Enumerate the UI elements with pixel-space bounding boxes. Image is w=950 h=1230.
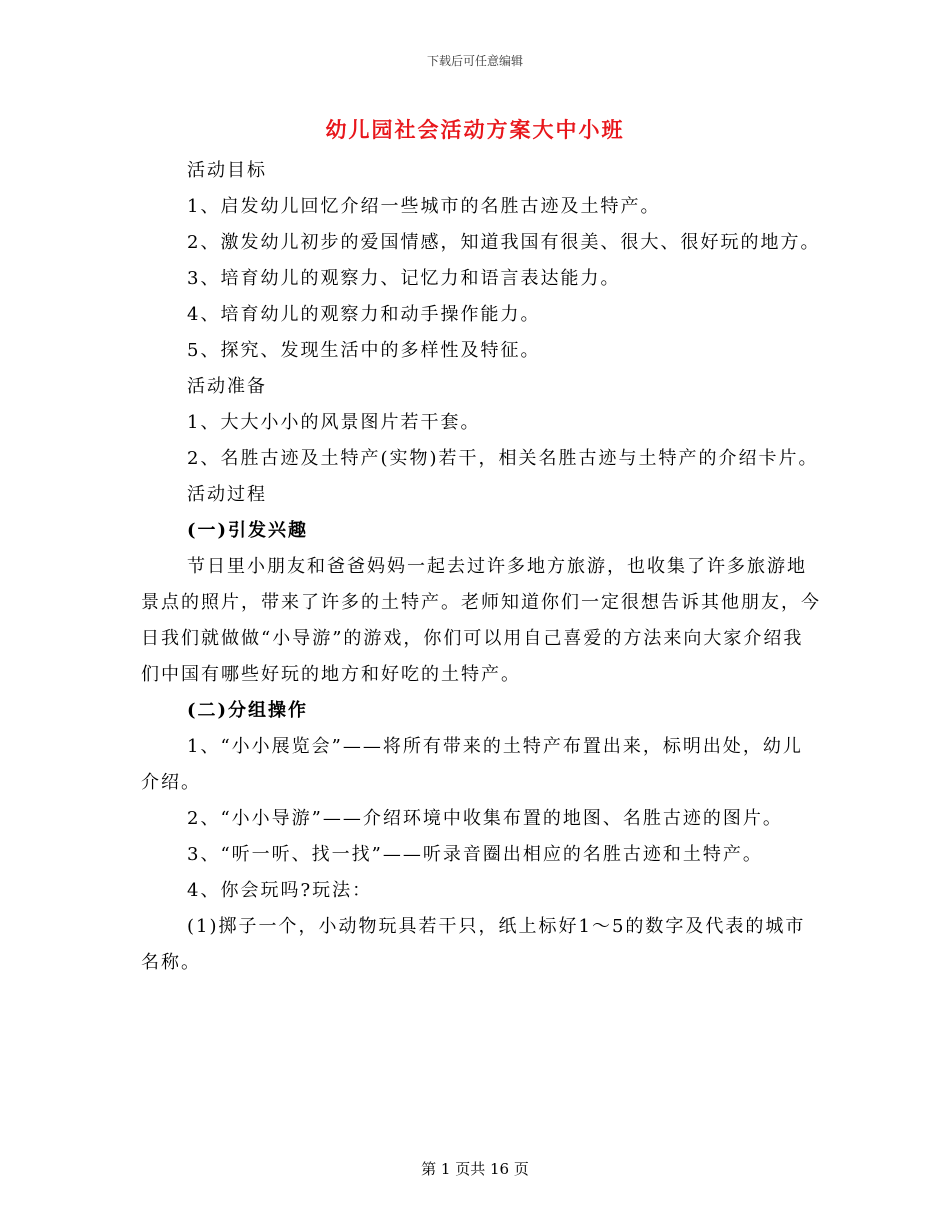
preparation-item-2: 2、名胜古迹及土特产(实物)若干，相关名胜古迹与土特产的介绍卡片。 xyxy=(187,448,819,469)
game-rule-1: (1)掷子一个，小动物玩具若干只，纸上标好1～5的数字及代表的城市名称。 xyxy=(141,916,806,973)
goal-item-4: 4、培育幼儿的观察力和动手操作能力。 xyxy=(187,304,541,325)
goal-item-5: 5、探究、发现生活中的多样性及特征。 xyxy=(187,340,541,361)
page-header-note: 下载后可任意编辑 xyxy=(426,54,523,68)
section-heading-preparation: 活动准备 xyxy=(187,376,267,397)
group-item-4: 4、你会玩吗?玩法： xyxy=(187,880,373,901)
subsection-heading-interest: (一)引发兴趣 xyxy=(187,520,309,541)
section-heading-process: 活动过程 xyxy=(187,484,267,505)
document-title: 幼儿园社会活动方案大中小班 xyxy=(325,117,625,142)
group-item-2: 2、“小小导游”——介绍环境中收集布置的地图、名胜古迹的图片。 xyxy=(187,808,783,829)
goal-item-1: 1、启发幼儿回忆介绍一些城市的名胜古迹及土特产。 xyxy=(187,196,661,217)
subsection-heading-group-work: (二)分组操作 xyxy=(187,700,309,721)
preparation-item-1: 1、大大小小的风景图片若干套。 xyxy=(187,412,481,433)
goal-item-2: 2、激发幼儿初步的爱国情感，知道我国有很美、很大、很好玩的地方。 xyxy=(187,232,821,253)
section-heading-goals: 活动目标 xyxy=(187,160,267,181)
group-item-1: 1、“小小展览会”——将所有带来的土特产布置出来，标明出处，幼儿介绍。 xyxy=(141,736,803,793)
document-body xyxy=(141,153,821,981)
page-number: 第 1 页共 16 页 xyxy=(421,1160,529,1178)
paragraph-introduction: 节日里小朋友和爸爸妈妈一起去过许多地方旅游，也收集了许多旅游地景点的照片，带来了许多的土特产。老师知道你们一定很想告诉其他朋友，今日我们就做做“小导游”的游戏，你们可以用自己喜爱的方法来向大家介绍我们中国有哪些好玩的地方和好吃的土特产。 xyxy=(141,556,821,685)
group-item-3: 3、“听一听、找一找”——听录音圈出相应的名胜古迹和土特产。 xyxy=(187,844,763,865)
goal-item-3: 3、培育幼儿的观察力、记忆力和语言表达能力。 xyxy=(187,268,621,289)
